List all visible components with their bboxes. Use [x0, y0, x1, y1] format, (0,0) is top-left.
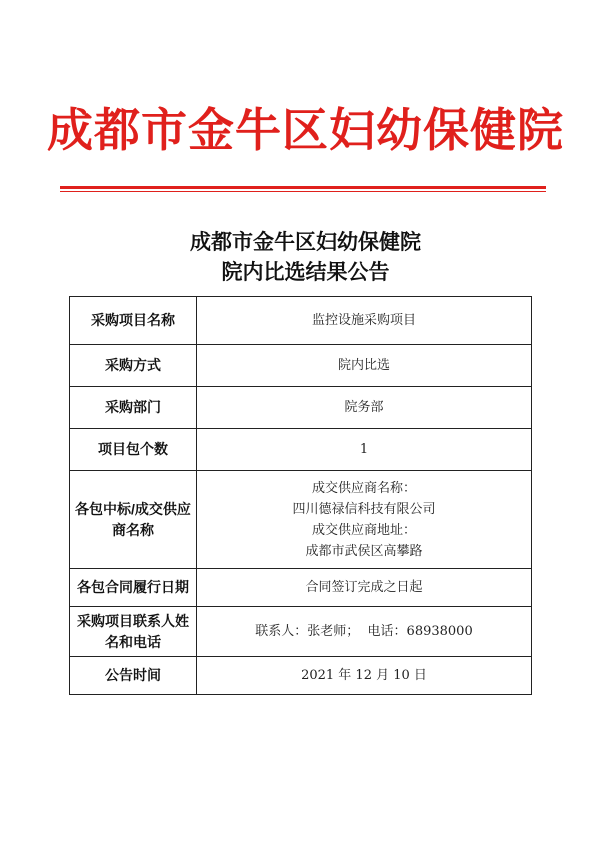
table-row-method: [70, 345, 532, 387]
contact-label-line2: 名和电话: [105, 633, 161, 650]
department-value: 院务部: [197, 387, 532, 429]
table-row-announce-date: [70, 657, 532, 695]
contact-label-line1: 采购项目联系人姓: [77, 612, 189, 629]
supplier-address: 成都市武侯区高攀路: [305, 543, 423, 559]
document-title-line1: 成都市金牛区妇幼保健院: [190, 229, 421, 254]
contract-period-label: 各包合同履行日期: [70, 569, 197, 607]
contract-period-value: 合同签订完成之日起: [197, 569, 532, 607]
package-count-label: 项目包个数: [70, 429, 197, 471]
supplier-value: [197, 471, 532, 569]
header-divider-thin: [60, 191, 546, 192]
document-title-line2: 院内比选结果公告: [221, 259, 390, 284]
package-count-value: 1: [197, 429, 532, 471]
supplier-label-line2: 商名称: [112, 521, 154, 538]
contact-label: [70, 607, 197, 657]
department-label: 采购部门: [70, 387, 197, 429]
announce-date-label: 公告时间: [70, 657, 197, 695]
table-row-supplier: [70, 471, 532, 569]
supplier-name-caption: 成交供应商名称：: [311, 480, 416, 496]
table-row-package-count: [70, 429, 532, 471]
contact-value: 联系人：张老师； 电话：68938000: [197, 607, 532, 657]
table-row-project-name: [70, 297, 532, 345]
table-row-contact: [70, 607, 532, 657]
project-name-value: 监控设施采购项目: [197, 297, 532, 345]
header-organization-name: 成都市金牛区妇幼保健院: [47, 103, 564, 157]
header-divider-thick: [60, 186, 546, 189]
table-row-contract-period: [70, 569, 532, 607]
announce-date-value: 2021 年 12 月 10 日: [197, 657, 532, 695]
supplier-address-caption: 成交供应商地址：: [311, 522, 416, 538]
supplier-name: 四川德禄信科技有限公司: [292, 501, 436, 517]
method-label: 采购方式: [70, 345, 197, 387]
project-name-label: 采购项目名称: [70, 297, 197, 345]
supplier-label: [70, 471, 197, 569]
announcement-table: [69, 296, 532, 695]
method-value: 院内比选: [197, 345, 532, 387]
supplier-label-line1: 各包中标/成交供应: [75, 500, 191, 517]
table-row-department: [70, 387, 532, 429]
